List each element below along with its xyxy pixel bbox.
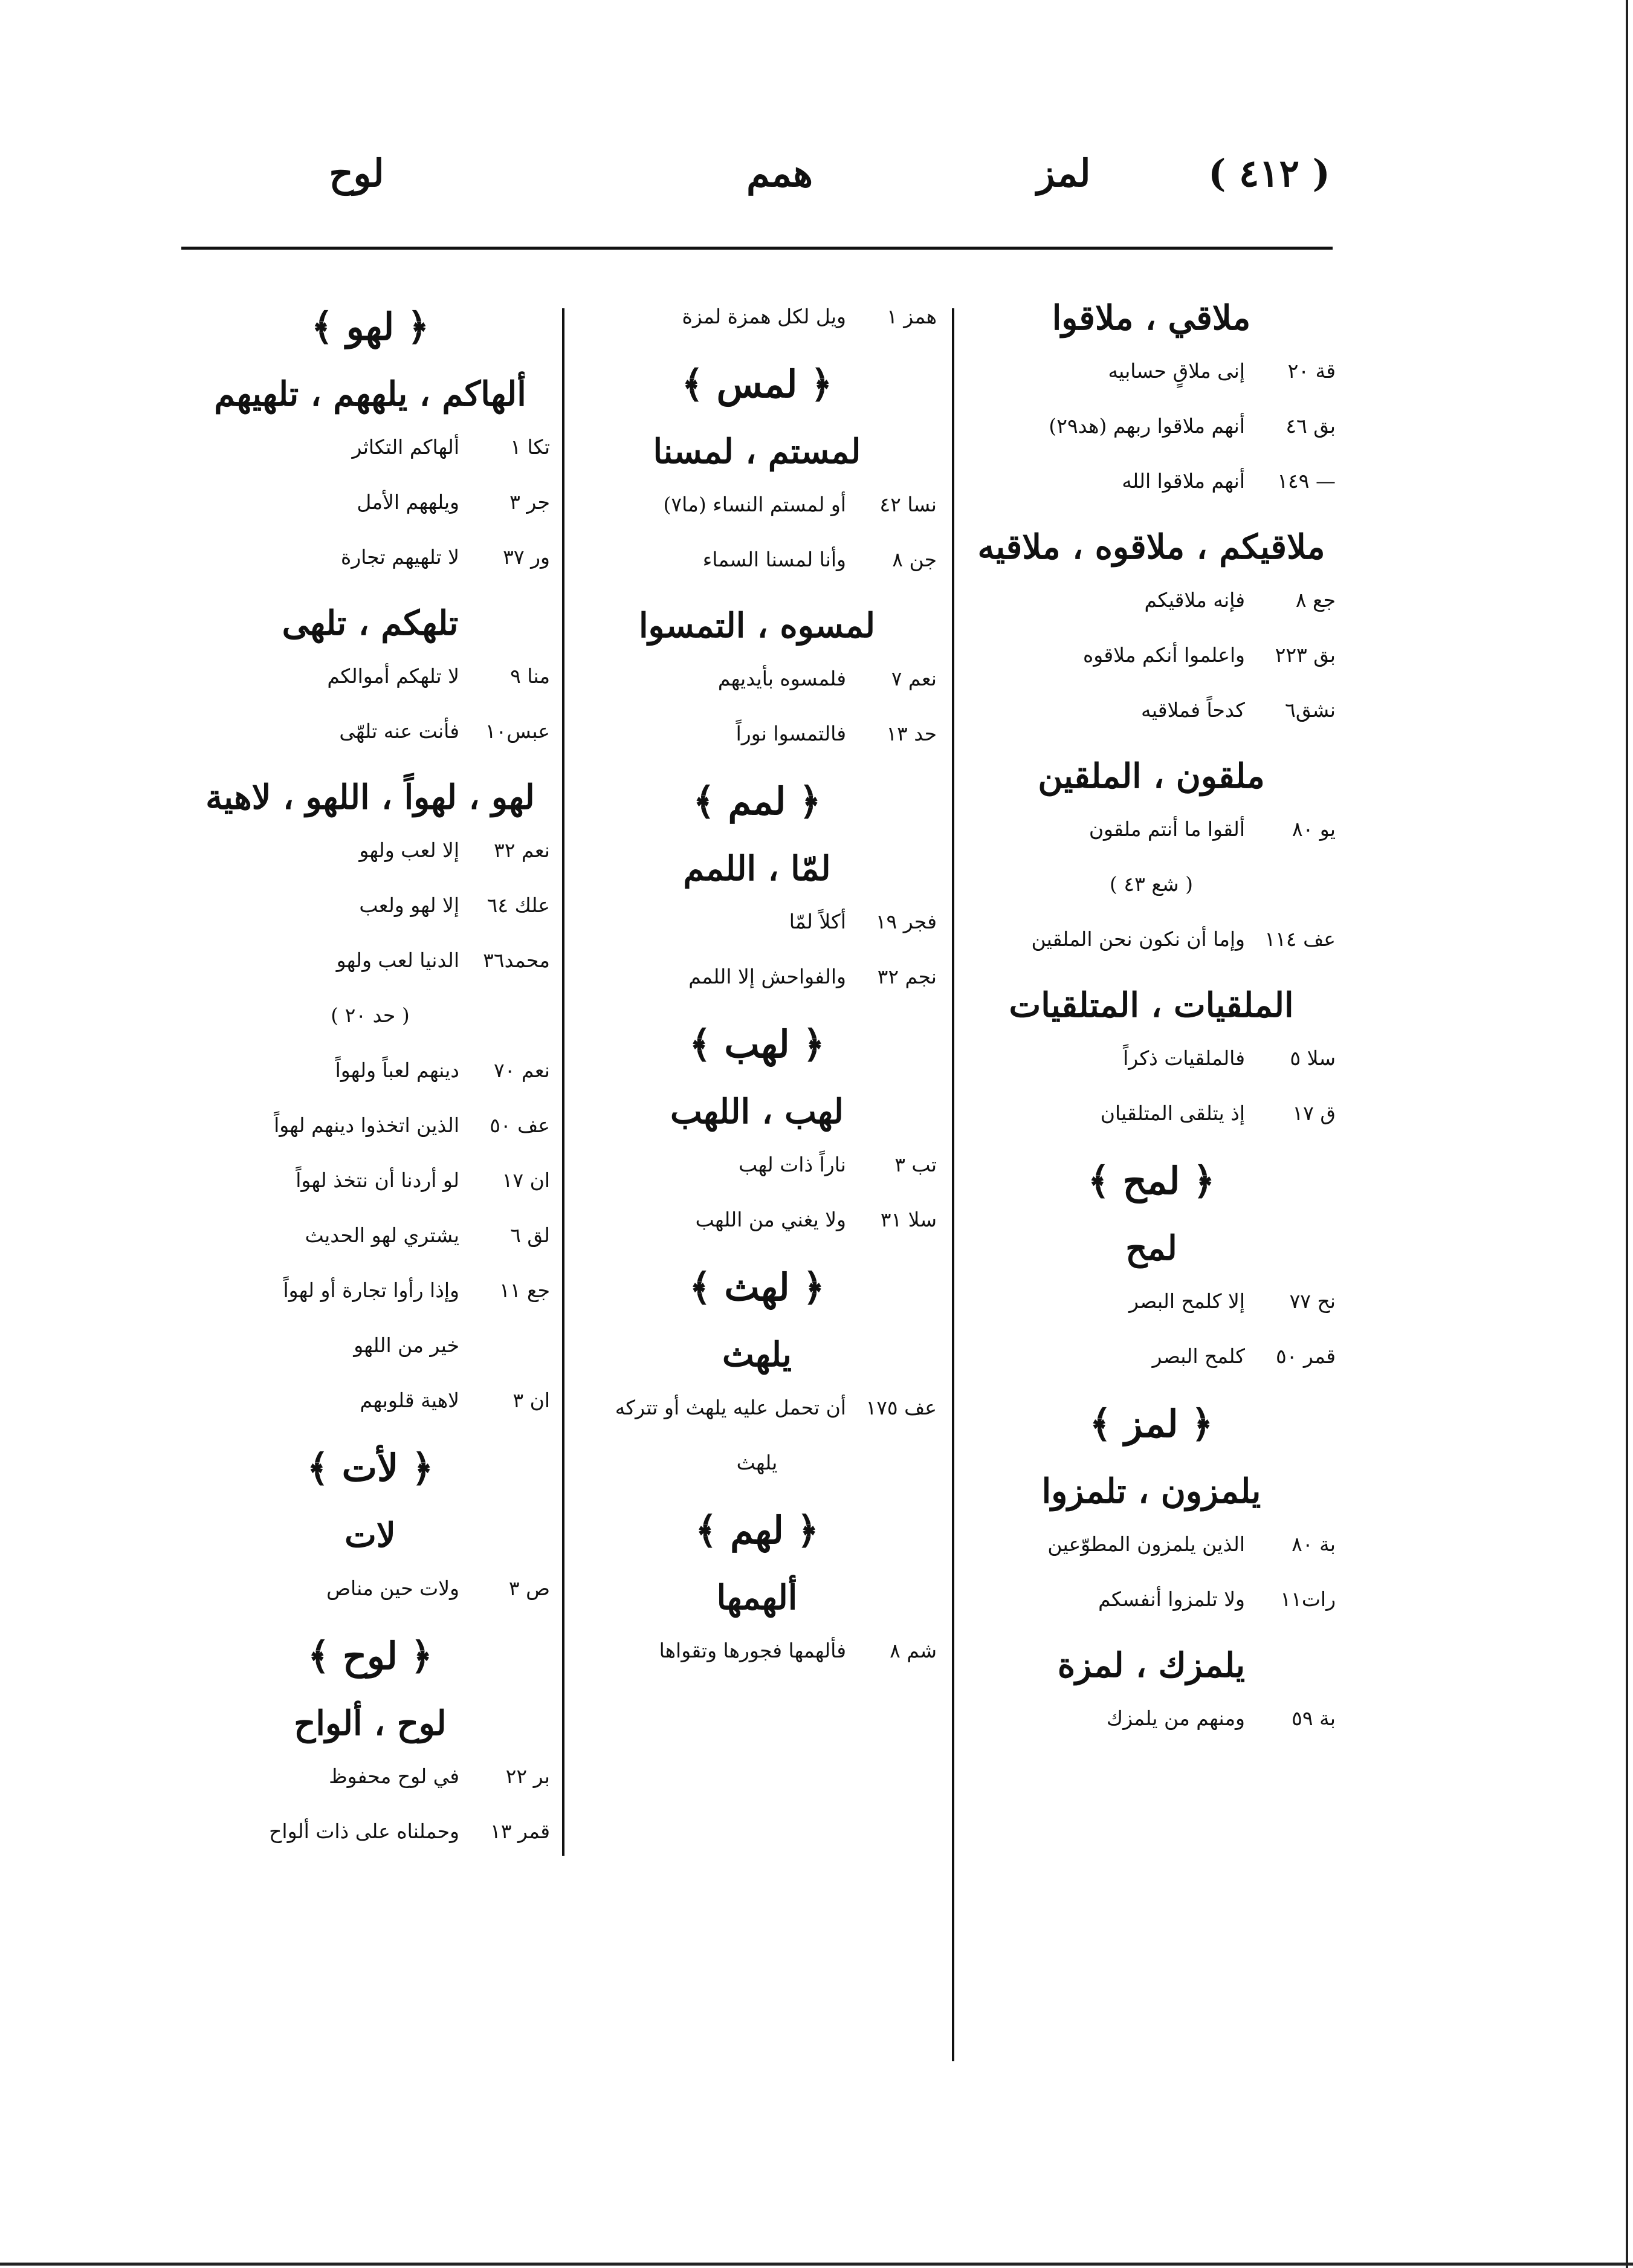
entry-ref: رات١١ <box>1280 1587 1336 1611</box>
entry-ref: ان ١٧ <box>502 1168 550 1192</box>
entry <box>577 302 937 331</box>
entry-text: لا تلهيهم تجارة <box>340 545 459 569</box>
headword: لمسوه ، التمسوا <box>638 606 876 646</box>
entry-ref: ور ٣٧ <box>503 545 550 569</box>
entry-ref: نسا ٤٢ <box>879 493 937 516</box>
entry <box>967 467 1336 496</box>
entry <box>967 412 1336 441</box>
entry <box>967 696 1336 725</box>
column-divider-left <box>562 308 564 1856</box>
entry-text: ولا يغني من اللهب <box>695 1208 846 1231</box>
entry-text: وأنا لمسنا السماء <box>702 548 846 571</box>
entry-text: ناراً ذات لهب <box>739 1153 846 1176</box>
entry <box>577 1393 937 1422</box>
entry-ref: جع ٨ <box>1295 588 1336 612</box>
entry <box>190 1166 550 1195</box>
entry-text: كلمح البصر <box>1152 1344 1245 1368</box>
entry-text: واعلموا أنكم ملاقوه <box>1082 643 1245 667</box>
entry-text: دينهم لعباً ولهواً <box>335 1058 459 1082</box>
entry-ref: شم ٨ <box>890 1639 937 1662</box>
entry-text: ولا تلمزوا أنفسكم <box>1098 1587 1245 1611</box>
entry-text: وإما أن نكون نحن الملقين <box>1031 927 1245 951</box>
entry <box>577 1205 937 1234</box>
entry-ref: قمر ١٣ <box>490 1819 550 1843</box>
root-title: ﴿ لهب ﴾ <box>689 1022 825 1066</box>
entry <box>967 1530 1336 1559</box>
entry-text: أن تحمل عليه يلهث أو تتركه <box>615 1396 846 1419</box>
root-title: ﴿ لمح ﴾ <box>1087 1159 1215 1203</box>
entry <box>577 1636 937 1665</box>
entry <box>190 1386 550 1415</box>
entry <box>967 357 1336 386</box>
root-title: ﴿ لمس ﴾ <box>681 362 833 406</box>
root-title: ﴿ لمز ﴾ <box>1089 1402 1214 1446</box>
entry <box>190 543 550 572</box>
entry-ref: تكا ١ <box>510 435 550 459</box>
entry-ref: نشق٦ <box>1285 698 1336 722</box>
entry-text: كدحاً فملاقيه <box>1141 698 1245 722</box>
entry <box>577 962 937 991</box>
entry <box>967 1342 1336 1371</box>
entry-ref: حد ١٣ <box>886 722 937 745</box>
headword: يلمزك ، لمزة <box>1057 1645 1246 1685</box>
root-title: ﴿ لهو ﴾ <box>311 305 430 349</box>
entry <box>577 490 937 519</box>
entry-ref: يو ٨٠ <box>1292 817 1336 841</box>
headword: يلهث <box>722 1335 792 1375</box>
entry-text: فأنت عنه تلهّى <box>339 719 459 743</box>
root-title: ﴿ لهم ﴾ <box>695 1508 819 1552</box>
entry-text: أنهم ملاقوا ربهم (هد٢٩) <box>1049 414 1245 438</box>
entry <box>967 1704 1336 1733</box>
entry-text: أكلاً لمّا <box>789 910 846 933</box>
entry <box>967 815 1336 844</box>
headword: لمستم ، لمسنا <box>653 432 861 471</box>
entry <box>190 1762 550 1791</box>
entry <box>967 1287 1336 1316</box>
entry <box>190 836 550 865</box>
entry-text: إلا لهو ولعب <box>359 893 459 917</box>
entry-text: ويل لكل همزة لمزة <box>682 305 846 328</box>
headword: ملاقي ، ملاقوا <box>1052 298 1251 338</box>
entry <box>967 586 1336 615</box>
entry-text: إنى ملاقٍ حسابيه <box>1108 359 1245 383</box>
left-column <box>190 278 550 1872</box>
entry <box>577 907 937 936</box>
entry-text: أو لمستم النساء (ما٧) <box>663 493 846 516</box>
entry-ref: نعم ٧٠ <box>493 1058 550 1082</box>
entry <box>577 1150 937 1179</box>
entry <box>190 1221 550 1250</box>
entry-ref: بق ٤٦ <box>1285 414 1336 438</box>
header-root-lmz: لمز <box>1036 151 1091 195</box>
entry-ref: لق ٦ <box>510 1223 550 1247</box>
entry-text: فلمسوه بأيديهم <box>717 667 846 690</box>
entry <box>967 1585 1336 1614</box>
entry-text: الذين يلمزون المطوّعين <box>1047 1532 1245 1556</box>
entry-ref: قة ٢٠ <box>1287 359 1336 383</box>
entry-text: إلا كلمح البصر <box>1129 1289 1245 1313</box>
entry <box>190 1574 550 1603</box>
entry-ref: بق ٢٢٣ <box>1275 643 1336 667</box>
entry-ref: جر ٣ <box>509 490 550 514</box>
entry-text: فالملقيات ذكراً <box>1123 1046 1245 1070</box>
entry-ref: نح ٧٧ <box>1289 1289 1336 1313</box>
entry-ref: نجم ٣٢ <box>877 965 937 988</box>
entry-ref: همز ١ <box>887 305 937 328</box>
header-rule <box>181 247 1333 250</box>
entry-ref: جع ١١ <box>499 1278 550 1302</box>
headword: الملقيات ، المتلقيات <box>1009 985 1294 1025</box>
entry-ref: سلا ٣١ <box>880 1208 937 1231</box>
entry-text: يشتري لهو الحديث <box>305 1223 459 1247</box>
page-number: ( ٤١٢ ) <box>1208 151 1330 195</box>
entry-ref: ص ٣ <box>508 1576 550 1600</box>
entry-ref: بة ٨٠ <box>1292 1532 1336 1556</box>
headword: لهب ، اللهب <box>670 1092 844 1132</box>
middle-column <box>577 278 937 1691</box>
entry-ref: بر ٢٢ <box>505 1764 550 1788</box>
entry <box>190 1111 550 1140</box>
cross-reference: ( شع ٤٣ ) <box>1110 872 1193 896</box>
entry <box>190 662 550 691</box>
entry-text: فالتمسوا نوراً <box>736 722 846 745</box>
entry-ref: ان ٣ <box>513 1388 550 1412</box>
headword: لوح ، ألواح <box>294 1703 447 1743</box>
entry-ref: محمد٣٦ <box>483 948 550 972</box>
entry-text: ومنهم من يلمزك <box>1106 1706 1245 1730</box>
headword: ألهمها <box>716 1578 798 1618</box>
scan-border-bottom <box>0 2263 1633 2266</box>
headword: لمح <box>1125 1228 1177 1268</box>
headword: لات <box>344 1515 396 1555</box>
root-title: ﴿ لهث ﴾ <box>689 1265 825 1309</box>
entry-text: لا تلهكم أموالكم <box>327 664 459 688</box>
entry <box>190 1817 550 1846</box>
headword: ملاقيكم ، ملاقوه ، ملاقيه <box>977 527 1325 567</box>
entry <box>190 1276 550 1305</box>
entry-ref: — ١٤٩ <box>1277 469 1336 493</box>
entry-text: وحملناه على ذات ألواح <box>269 1819 459 1843</box>
entry-text: ألقوا ما أنتم ملقون <box>1088 817 1245 841</box>
headword: ملقون ، الملقين <box>1038 756 1265 796</box>
entry-text: أنهم ملاقوا الله <box>1122 469 1245 493</box>
entry-text: فألهمها فجورها وتقواها <box>659 1639 846 1662</box>
entry-text: فإنه ملاقيكم <box>1144 588 1245 612</box>
entry <box>967 1044 1336 1073</box>
entry-text: ألهاكم التكاثر <box>352 435 459 459</box>
entry <box>967 641 1336 670</box>
entry-ref: عف ١١٤ <box>1264 927 1336 951</box>
entry-text: الذين اتخذوا دينهم لهواً <box>274 1113 459 1137</box>
entry-ref: علك ٦٤ <box>487 893 550 917</box>
entry-ref: منا ٩ <box>510 664 550 688</box>
entry <box>190 891 550 920</box>
entry <box>967 925 1336 954</box>
entry-ref: بة ٥٩ <box>1292 1706 1336 1730</box>
entry <box>190 488 550 517</box>
entry <box>577 664 937 693</box>
entry-text: لو أردنا أن نتخذ لهواً <box>296 1168 459 1192</box>
entry-ref: جن ٨ <box>892 548 937 571</box>
entry <box>577 545 937 574</box>
entry <box>190 946 550 975</box>
entry-text: إلا لعب ولهو <box>359 838 459 862</box>
entry-ref: سلا ٥ <box>1290 1046 1336 1070</box>
root-title: ﴿ لأت ﴾ <box>306 1446 434 1490</box>
entry-text: الدنيا لعب ولهو <box>336 948 459 972</box>
entry-ref: قمر ٥٠ <box>1275 1344 1336 1368</box>
entry-ref: عف ٥٠ <box>490 1113 550 1137</box>
scan-border-right <box>1626 0 1628 2268</box>
entry-continuation: يلهث <box>736 1451 778 1474</box>
entry-text: في لوح محفوظ <box>329 1764 459 1788</box>
entry <box>967 1099 1336 1128</box>
entry <box>190 1056 550 1085</box>
header-root-lwh: لوح <box>329 151 384 195</box>
cross-reference: ( حد ٢٠ ) <box>331 1003 410 1027</box>
right-column <box>967 278 1336 1759</box>
headword: تلهكم ، تلهى <box>282 603 459 643</box>
entry-ref: نعم ٣٢ <box>493 838 550 862</box>
entry-ref: نعم ٧ <box>891 667 937 690</box>
root-title: ﴿ لوح ﴾ <box>308 1634 433 1678</box>
headword: لمّا ، اللمم <box>683 849 831 889</box>
entry-text: ولات حين مناص <box>326 1576 459 1600</box>
entry-ref: فجر ١٩ <box>875 910 937 933</box>
entry <box>190 433 550 462</box>
entry-text: ويلههم الأمل <box>357 490 459 514</box>
entry <box>577 719 937 748</box>
entry-text: وإذا رأوا تجارة أو لهواً <box>283 1278 459 1302</box>
header-root-hmm: همم <box>746 151 813 195</box>
entry-text: والفواحش إلا اللمم <box>688 965 846 988</box>
entry-ref: عف ١٧٥ <box>865 1396 937 1419</box>
column-divider-right <box>952 308 954 2061</box>
entry-text: لاهية قلوبهم <box>360 1388 459 1412</box>
headword: ألهاكم ، يلههم ، تلهيهم <box>214 374 526 414</box>
entry-ref: ق ١٧ <box>1292 1101 1336 1125</box>
entry <box>190 717 550 746</box>
entry-text: إذ يتلقى المتلقيان <box>1100 1101 1245 1125</box>
entry-ref: تب ٣ <box>894 1153 937 1176</box>
root-title: ﴿ لمم ﴾ <box>693 779 821 823</box>
headword: لهو ، لهواً ، اللهو ، لاهية <box>205 777 535 817</box>
headword: يلمزون ، تلمزوا <box>1041 1471 1261 1511</box>
entry-ref: عبس١٠ <box>485 719 550 743</box>
entry-continuation: خير من اللهو <box>354 1333 459 1357</box>
